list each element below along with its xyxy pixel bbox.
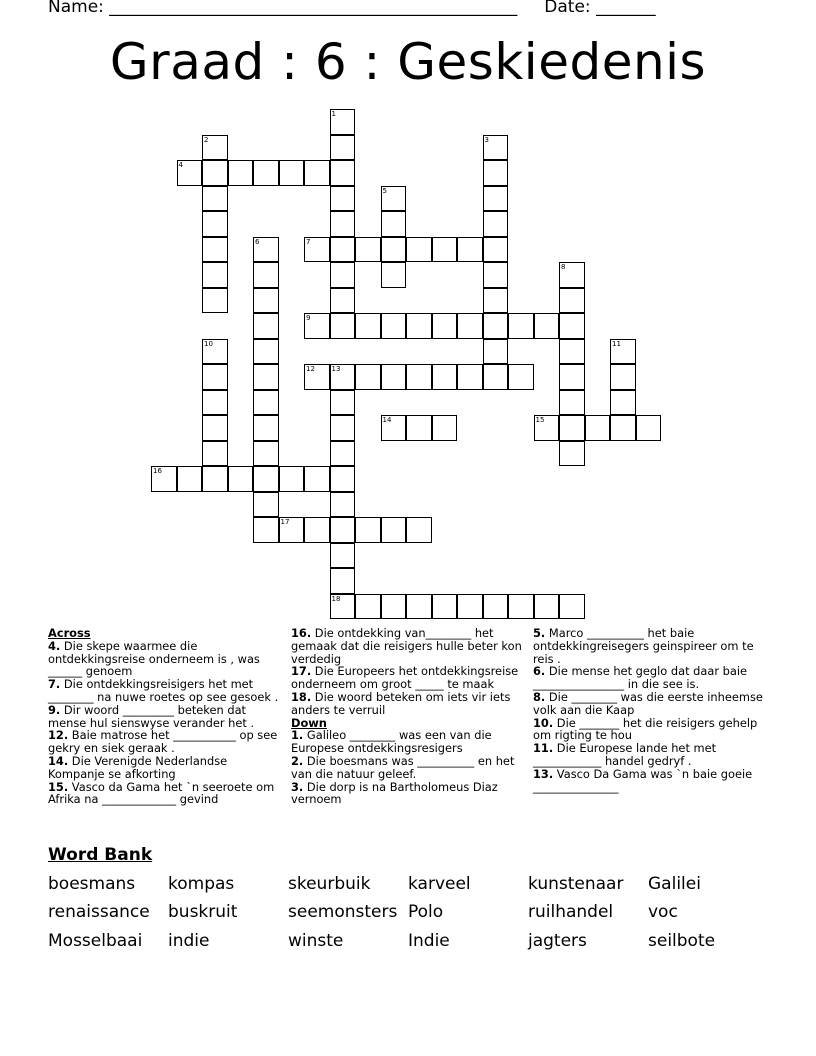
clue-number: 6 (255, 237, 260, 246)
crossword-cell[interactable] (202, 288, 228, 314)
crossword-cell[interactable] (253, 313, 279, 339)
clue-text: Marco __________ het baie ontdekkingreisegers geinspireer om te reis . (533, 626, 754, 666)
crossword-cell[interactable] (559, 262, 585, 288)
crossword-cell[interactable] (483, 364, 509, 390)
clue-item (533, 717, 768, 743)
crossword-cell[interactable] (202, 415, 228, 441)
clue-text: Die boesmans was __________ en het van die natuur geleef. (291, 753, 515, 781)
crossword-cell[interactable] (253, 160, 279, 186)
clue-number: 17 (280, 518, 290, 526)
crossword-cell[interactable] (202, 135, 228, 161)
clue-number-label: 10. (533, 715, 554, 730)
crossword-cell[interactable] (610, 390, 636, 416)
crossword-cell[interactable] (330, 441, 356, 467)
crossword-cell[interactable] (330, 517, 356, 543)
crossword-cell[interactable] (381, 364, 407, 390)
word-bank-word: karveel (408, 874, 471, 894)
crossword-cell[interactable] (202, 237, 228, 263)
word-bank-word: kompas (168, 874, 235, 894)
crossword-cell[interactable] (304, 517, 330, 543)
crossword-cell[interactable] (330, 390, 356, 416)
crossword-cell[interactable] (202, 339, 228, 365)
crossword-cell[interactable] (330, 415, 356, 441)
word-bank-word: seemonsters (288, 902, 398, 922)
clue-number: 7 (306, 237, 311, 246)
crossword-cell[interactable] (253, 288, 279, 314)
crossword-cell[interactable] (202, 390, 228, 416)
crossword-cell[interactable] (202, 466, 228, 492)
clue-text: Die Europeers het ontdekkingsreise onderneem om groot _____ te maak (291, 664, 519, 692)
word-bank-word: buskruit (168, 902, 238, 922)
crossword-cell[interactable] (483, 186, 509, 212)
clue-number-label: 8. (533, 689, 546, 704)
clue-number-label: 18. (291, 689, 312, 704)
clue-item (48, 729, 280, 755)
crossword-cell[interactable] (559, 390, 585, 416)
crossword-cell[interactable] (279, 466, 305, 492)
clues-column-1 (48, 627, 280, 806)
crossword-cell[interactable] (253, 364, 279, 390)
crossword-cell[interactable] (177, 466, 203, 492)
word-bank-word: Galilei (648, 874, 701, 894)
clue-item (533, 691, 768, 717)
page-title: Graad : 6 : Geskiedenis (109, 33, 707, 91)
crossword-cell[interactable] (330, 262, 356, 288)
clue-item (533, 768, 768, 794)
word-bank-word: Mosselbaai (48, 931, 143, 951)
crossword-cell[interactable] (304, 313, 330, 339)
clue-number: 14 (382, 416, 392, 424)
word-bank-word: skeurbuik (288, 874, 371, 894)
clue-item (533, 665, 768, 691)
crossword-cell[interactable] (330, 186, 356, 212)
clue-number-label: 2. (291, 753, 304, 768)
crossword-cell[interactable] (483, 237, 509, 263)
clue-text: Die mense het geglo dat daar baie ________________ in die see is. (533, 664, 748, 692)
clue-number-label: 14. (48, 753, 69, 768)
crossword-cell[interactable] (304, 364, 330, 390)
crossword-cell[interactable] (559, 313, 585, 339)
word-bank-word: Indie (408, 931, 450, 951)
crossword-cell[interactable] (559, 288, 585, 314)
crossword-cell[interactable] (381, 415, 407, 441)
clue-number: 13 (331, 365, 341, 373)
crossword-cell[interactable] (253, 492, 279, 518)
crossword-cell[interactable] (253, 441, 279, 467)
word-bank-word: seilbote (648, 931, 716, 951)
clue-number-label: 4. (48, 638, 61, 653)
clue-number-label: 15. (48, 779, 69, 794)
word-bank-word: kunstenaar (528, 874, 624, 894)
crossword-cell[interactable] (483, 135, 509, 161)
clue-text: Die skepe waarmee die ontdekkingsreise onderneem is , was ______ genoem (48, 638, 260, 679)
crossword-cell[interactable] (381, 262, 407, 288)
clue-number-label: 12. (48, 728, 69, 743)
clue-item (48, 781, 280, 807)
crossword-cell[interactable] (253, 517, 279, 543)
word-bank-word: indie (168, 931, 210, 951)
clue-text: Die ontdekkingsreisigers het met ________ na nuwe roetes op see gesoek . (48, 677, 279, 704)
clue-number-label: 9. (48, 702, 61, 717)
crossword-cell[interactable] (330, 237, 356, 263)
crossword-cell[interactable] (381, 517, 407, 543)
crossword-cell[interactable] (432, 237, 458, 263)
clue-number-label: 11. (533, 741, 554, 756)
crossword-cell[interactable] (330, 109, 356, 135)
crossword-cell[interactable] (304, 466, 330, 492)
crossword-cell[interactable] (381, 211, 407, 237)
crossword-cell[interactable] (355, 364, 381, 390)
crossword-cell[interactable] (355, 517, 381, 543)
crossword-cell[interactable] (483, 313, 509, 339)
crossword-cell[interactable] (330, 135, 356, 161)
clue-number-label: 13. (533, 766, 554, 781)
crossword-cell[interactable] (202, 160, 228, 186)
crossword-cell[interactable] (330, 288, 356, 314)
crossword-cell[interactable] (559, 339, 585, 365)
clue-number: 10 (204, 339, 213, 348)
clue-number-label: 7. (48, 677, 61, 692)
clue-item (291, 627, 523, 665)
crossword-cell[interactable] (406, 313, 432, 339)
crossword-cell[interactable] (457, 594, 483, 620)
crossword-cell[interactable] (508, 313, 534, 339)
crossword-cell[interactable] (585, 415, 611, 441)
crossword-cell[interactable] (508, 594, 534, 620)
clue-number: 18 (331, 594, 341, 603)
clue-number-label: 16. (291, 626, 312, 640)
crossword-cell[interactable] (253, 466, 279, 492)
crossword-cell[interactable] (457, 364, 483, 390)
crossword-cell[interactable] (253, 339, 279, 365)
word-bank-word: boesmans (48, 874, 136, 894)
crossword-cell[interactable] (228, 466, 254, 492)
crossword-cell[interactable] (406, 415, 432, 441)
clue-item (48, 704, 280, 730)
clue-item (533, 742, 768, 768)
crossword-cell[interactable] (559, 364, 585, 390)
clue-number-label: 5. (533, 626, 546, 640)
clue-item (533, 627, 768, 665)
crossword-cell[interactable] (177, 160, 203, 186)
clue-text: Galileo ________ was een van die Europese ontdekkingsresigers (291, 728, 492, 756)
clue-text: Die Europese lande het met ____________ handel gedryf . (533, 741, 717, 768)
crossword-cell[interactable] (559, 441, 585, 467)
clue-number-label: 3. (291, 779, 304, 794)
name-date-line: Name: ________________________________________________ Date: _______ (48, 0, 656, 17)
crossword-cell[interactable] (202, 441, 228, 467)
word-bank-title: Word Bank (48, 845, 153, 865)
clue-item (291, 755, 523, 781)
crossword-cell[interactable] (508, 364, 534, 390)
clue-number: 12 (306, 365, 315, 373)
crossword-cell[interactable] (330, 364, 356, 390)
clue-item (48, 678, 280, 704)
crossword-cell[interactable] (406, 364, 432, 390)
clue-number: 1 (331, 110, 336, 118)
clue-text: Vasco da Gama het `n seeroete om Afrika na _____________ gevind (48, 779, 275, 807)
crossword-cell[interactable] (457, 237, 483, 263)
clues-column-2 (291, 627, 523, 806)
word-bank-word: winste (288, 931, 344, 951)
crossword-cell[interactable] (534, 415, 560, 441)
crossword-cell[interactable] (253, 237, 279, 263)
crossword-cell[interactable] (253, 262, 279, 288)
crossword-cell[interactable] (610, 415, 636, 441)
clue-text: Baie matrose het ___________ op see gekry en siek geraak . (48, 728, 278, 756)
crossword-cell[interactable] (330, 594, 356, 620)
clue-item (291, 781, 523, 807)
crossword-cell[interactable] (253, 390, 279, 416)
clue-text: Die Verenigde Nederlandse Kompanje se afkorting (48, 753, 228, 781)
crossword-cell[interactable] (202, 262, 228, 288)
crossword-cell[interactable] (406, 594, 432, 620)
crossword-cell[interactable] (202, 211, 228, 237)
crossword-cell[interactable] (483, 339, 509, 365)
across-heading: Across (48, 626, 91, 640)
crossword-cell[interactable] (534, 313, 560, 339)
clue-text: Vasco Da Gama was `n baie goeie _______________ (533, 766, 753, 794)
crossword-cell[interactable] (636, 415, 662, 441)
crossword-cell[interactable] (610, 364, 636, 390)
crossword-cell[interactable] (483, 211, 509, 237)
crossword-cell[interactable] (304, 237, 330, 263)
crossword-cell[interactable] (534, 594, 560, 620)
word-bank-word: Polo (408, 902, 444, 922)
clues-column-3 (533, 627, 768, 793)
crossword-cell[interactable] (483, 160, 509, 186)
clue-number: 15 (535, 416, 545, 424)
clue-number: 3 (484, 135, 489, 144)
clue-number: 9 (306, 314, 311, 322)
crossword-cell[interactable] (483, 262, 509, 288)
crossword-cell[interactable] (610, 339, 636, 365)
word-bank-word: ruilhandel (528, 902, 614, 922)
crossword-cell[interactable] (330, 160, 356, 186)
clue-number: 5 (382, 186, 387, 195)
clue-item (291, 729, 523, 755)
crossword-cell[interactable] (483, 288, 509, 314)
clue-number-label: 6. (533, 664, 546, 679)
crossword-cell[interactable] (381, 186, 407, 212)
crossword-cell[interactable] (279, 517, 305, 543)
crossword-cell[interactable] (381, 313, 407, 339)
clue-text: Die ________ was die eerste inheemse volk aan die Kaap (533, 689, 763, 717)
crossword-cell[interactable] (432, 415, 458, 441)
crossword-cell[interactable] (304, 160, 330, 186)
down-heading: Down (291, 715, 327, 730)
crossword-cell[interactable] (355, 594, 381, 620)
crossword-cell[interactable] (483, 594, 509, 620)
clue-number: 8 (561, 263, 566, 271)
clue-item (48, 755, 280, 781)
clue-number: 2 (204, 135, 209, 144)
crossword-cell[interactable] (381, 237, 407, 263)
crossword-cell[interactable] (330, 543, 356, 569)
crossword-cell[interactable] (432, 364, 458, 390)
clue-text: Die _______ het die reisigers gehelp om rigting te hou (533, 715, 758, 743)
crossword-cell[interactable] (381, 594, 407, 620)
crossword-cell[interactable] (228, 160, 254, 186)
crossword-cell[interactable] (279, 160, 305, 186)
clue-item (48, 640, 280, 678)
crossword-cell[interactable] (202, 364, 228, 390)
word-bank-word: renaissance (48, 902, 150, 922)
crossword-cell[interactable] (330, 492, 356, 518)
crossword-cell[interactable] (202, 186, 228, 212)
crossword-cell[interactable] (432, 313, 458, 339)
clue-text: Dir woord _________ beteken dat mense hul sienswyse verander het . (48, 702, 255, 730)
crossword-cell[interactable] (355, 237, 381, 263)
word-bank-word: jagters (528, 931, 587, 951)
clue-text: Die woord beteken om iets vir iets anders te verruil (291, 689, 511, 717)
clue-number: 11 (612, 339, 621, 348)
clue-item (291, 665, 523, 691)
crossword-cell[interactable] (406, 517, 432, 543)
crossword-cell[interactable] (355, 313, 381, 339)
crossword-cell[interactable] (330, 313, 356, 339)
clue-item (291, 691, 523, 717)
crossword-cell[interactable] (151, 466, 177, 492)
crossword-cell[interactable] (330, 466, 356, 492)
word-bank-word: voc (648, 902, 678, 922)
clue-number: 4 (178, 161, 183, 169)
clue-text: Die dorp is na Bartholomeus Diaz vernoem (291, 779, 498, 807)
clue-number-label: 17. (291, 664, 312, 679)
clue-number: 16 (153, 467, 162, 475)
crossword-cell[interactable] (457, 313, 483, 339)
crossword-cell[interactable] (432, 594, 458, 620)
crossword-cell[interactable] (253, 415, 279, 441)
crossword-cell[interactable] (406, 237, 432, 263)
crossword-cell[interactable] (559, 415, 585, 441)
crossword-cell[interactable] (559, 594, 585, 620)
crossword-cell[interactable] (330, 568, 356, 594)
crossword-cell[interactable] (330, 211, 356, 237)
clue-number-label: 1. (291, 728, 304, 743)
clue-text: Die ontdekking van________ het gemaak dat die reisigers hulle beter kon verdedig (291, 626, 522, 666)
